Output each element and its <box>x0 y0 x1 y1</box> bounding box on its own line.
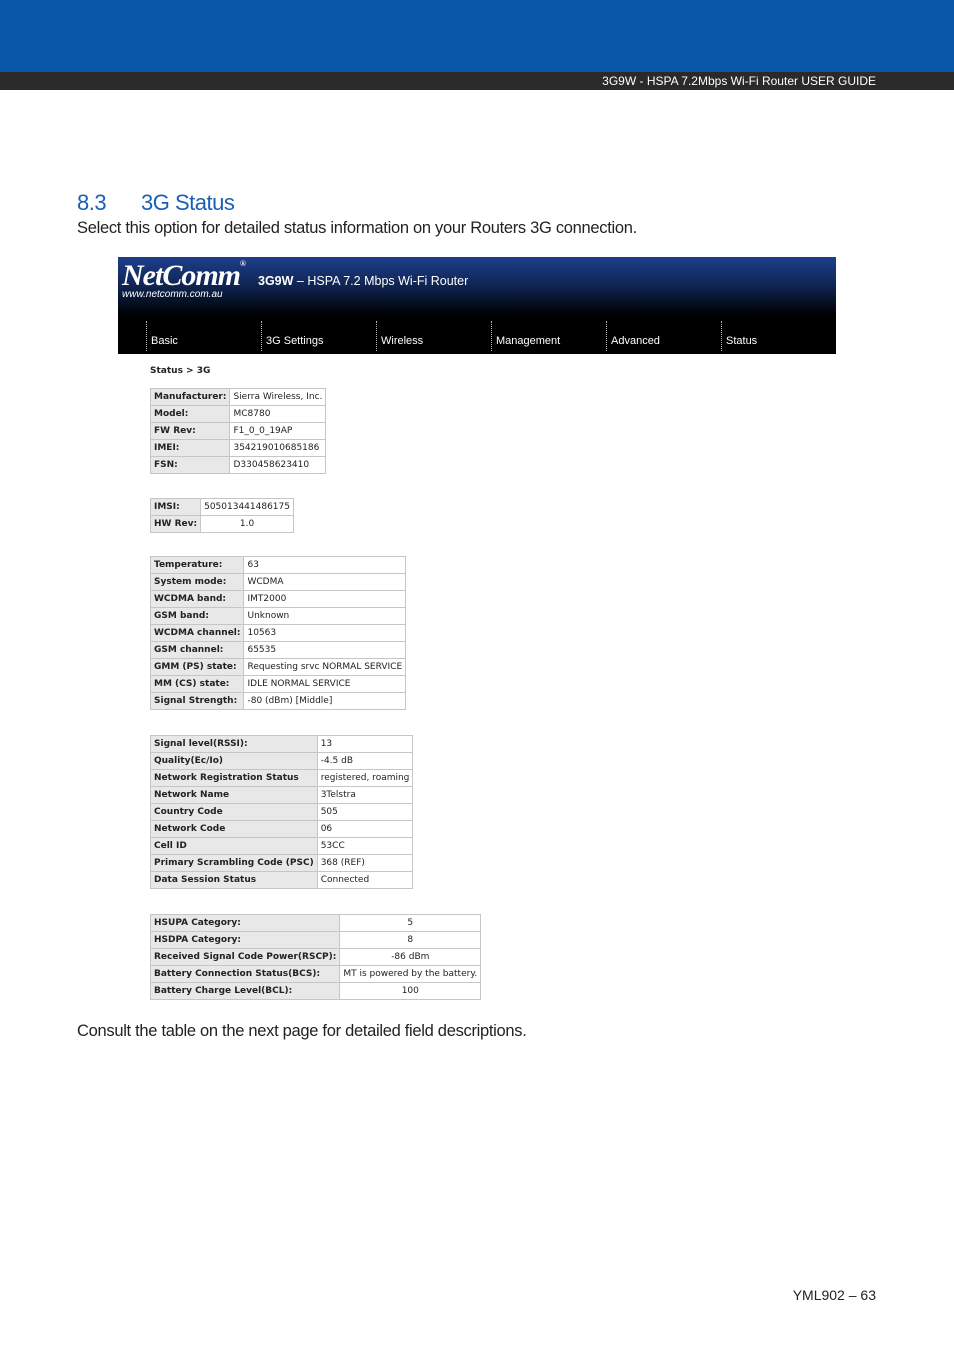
hspa-info-table <box>150 914 481 1000</box>
field-label: Network Registration Status <box>151 770 318 787</box>
page-number: YML902 – 63 <box>792 1287 876 1303</box>
nav-wireless[interactable]: Wireless <box>376 321 423 351</box>
table-row <box>151 821 413 838</box>
field-label: HSDPA Category: <box>151 932 340 949</box>
field-label: Temperature: <box>151 557 244 574</box>
sim-info-table <box>150 498 294 533</box>
field-value: WCDMA <box>244 574 406 591</box>
field-value: F1_0_0_19AP <box>230 423 326 440</box>
table-row <box>151 625 406 642</box>
table-row <box>151 642 406 659</box>
field-label: Manufacturer: <box>151 389 230 406</box>
table-row <box>151 659 406 676</box>
network-info-table <box>150 556 406 710</box>
field-label: GSM channel: <box>151 642 244 659</box>
intro-text: Select this option for detailed status information on your Routers 3G connection. <box>77 219 637 237</box>
device-info-table <box>150 388 326 474</box>
field-value: Unknown <box>244 608 406 625</box>
table-row <box>151 872 413 889</box>
field-value: -86 dBm <box>340 949 481 966</box>
field-label: IMSI: <box>151 499 201 516</box>
table-row <box>151 770 413 787</box>
guide-title: 3G9W - HSPA 7.2Mbps Wi-Fi Router USER GUIDE <box>602 74 876 88</box>
field-value: -80 (dBm) [Middle] <box>244 693 406 710</box>
table-row <box>151 574 406 591</box>
field-value: Connected <box>317 872 413 889</box>
outro-text: Consult the table on the next page for detailed field descriptions. <box>77 1022 527 1040</box>
field-label: Signal Strength: <box>151 693 244 710</box>
table-row <box>151 787 413 804</box>
table-row <box>151 693 406 710</box>
nav-basic[interactable]: Basic <box>146 321 178 351</box>
field-value: -4.5 dB <box>317 753 413 770</box>
field-value: 13 <box>317 736 413 753</box>
field-value: 5 <box>340 915 481 932</box>
field-value: 10563 <box>244 625 406 642</box>
field-value: Sierra Wireless, Inc. <box>230 389 326 406</box>
table-row <box>151 915 481 932</box>
field-label: System mode: <box>151 574 244 591</box>
field-label: Network Code <box>151 821 318 838</box>
nav-advanced[interactable]: Advanced <box>606 321 660 351</box>
nav-management[interactable]: Management <box>491 321 560 351</box>
field-value: 3Telstra <box>317 787 413 804</box>
table-row <box>151 676 406 693</box>
table-row <box>151 753 413 770</box>
nav-status[interactable]: Status <box>721 321 757 351</box>
table-row <box>151 591 406 608</box>
field-value: 63 <box>244 557 406 574</box>
field-value: 65535 <box>244 642 406 659</box>
product-name: 3G9W – HSPA 7.2 Mbps Wi-Fi Router <box>258 274 469 288</box>
field-label: GMM (PS) state: <box>151 659 244 676</box>
field-label: HSUPA Category: <box>151 915 340 932</box>
field-value: MC8780 <box>230 406 326 423</box>
field-value: 8 <box>340 932 481 949</box>
field-value: Requesting srvc NORMAL SERVICE <box>244 659 406 676</box>
router-ui-header <box>118 257 836 354</box>
field-label: MM (CS) state: <box>151 676 244 693</box>
table-row <box>151 804 413 821</box>
table-row <box>151 423 326 440</box>
field-value: registered, roaming <box>317 770 413 787</box>
nav-3g-settings[interactable]: 3G Settings <box>261 321 323 351</box>
table-row <box>151 516 294 533</box>
field-label: GSM band: <box>151 608 244 625</box>
field-label: FW Rev: <box>151 423 230 440</box>
table-row <box>151 932 481 949</box>
table-row <box>151 983 481 1000</box>
field-value: IDLE NORMAL SERVICE <box>244 676 406 693</box>
section-number: 8.3 <box>77 190 107 215</box>
table-row <box>151 966 481 983</box>
field-label: Primary Scrambling Code (PSC) <box>151 855 318 872</box>
table-row <box>151 557 406 574</box>
signal-info-table <box>150 735 413 889</box>
table-row <box>151 389 326 406</box>
netcomm-logo: NetComm® <box>122 259 245 292</box>
router-nav <box>118 321 836 351</box>
section-title: 3G Status <box>141 190 235 215</box>
top-color-bar <box>0 0 954 72</box>
field-value: 53CC <box>317 838 413 855</box>
field-label: Battery Connection Status(BCS): <box>151 966 340 983</box>
field-label: Network Name <box>151 787 318 804</box>
field-value: 06 <box>317 821 413 838</box>
field-value: 368 (REF) <box>317 855 413 872</box>
field-value: IMT2000 <box>244 591 406 608</box>
table-row <box>151 949 481 966</box>
field-value: D330458623410 <box>230 457 326 474</box>
netcomm-url: www.netcomm.com.au <box>122 289 223 300</box>
breadcrumb: Status > 3G <box>150 366 211 376</box>
field-value: 505013441486175 <box>201 499 294 516</box>
field-label: Received Signal Code Power(RSCP): <box>151 949 340 966</box>
section-heading <box>77 190 234 216</box>
field-label: Signal level(RSSI): <box>151 736 318 753</box>
table-row <box>151 499 294 516</box>
field-label: Quality(Ec/Io) <box>151 753 318 770</box>
field-label: WCDMA channel: <box>151 625 244 642</box>
table-row <box>151 608 406 625</box>
field-label: Data Session Status <box>151 872 318 889</box>
field-label: Country Code <box>151 804 318 821</box>
table-row <box>151 855 413 872</box>
table-row <box>151 838 413 855</box>
field-value: 100 <box>340 983 481 1000</box>
field-label: Battery Charge Level(BCL): <box>151 983 340 1000</box>
field-label: Cell ID <box>151 838 318 855</box>
field-label: FSN: <box>151 457 230 474</box>
field-value: 354219010685186 <box>230 440 326 457</box>
table-row <box>151 406 326 423</box>
table-row <box>151 457 326 474</box>
field-label: HW Rev: <box>151 516 201 533</box>
field-value: MT is powered by the battery. <box>340 966 481 983</box>
table-row <box>151 440 326 457</box>
table-row <box>151 736 413 753</box>
field-value: 1.0 <box>201 516 294 533</box>
field-label: WCDMA band: <box>151 591 244 608</box>
field-label: Model: <box>151 406 230 423</box>
field-value: 505 <box>317 804 413 821</box>
field-label: IMEI: <box>151 440 230 457</box>
